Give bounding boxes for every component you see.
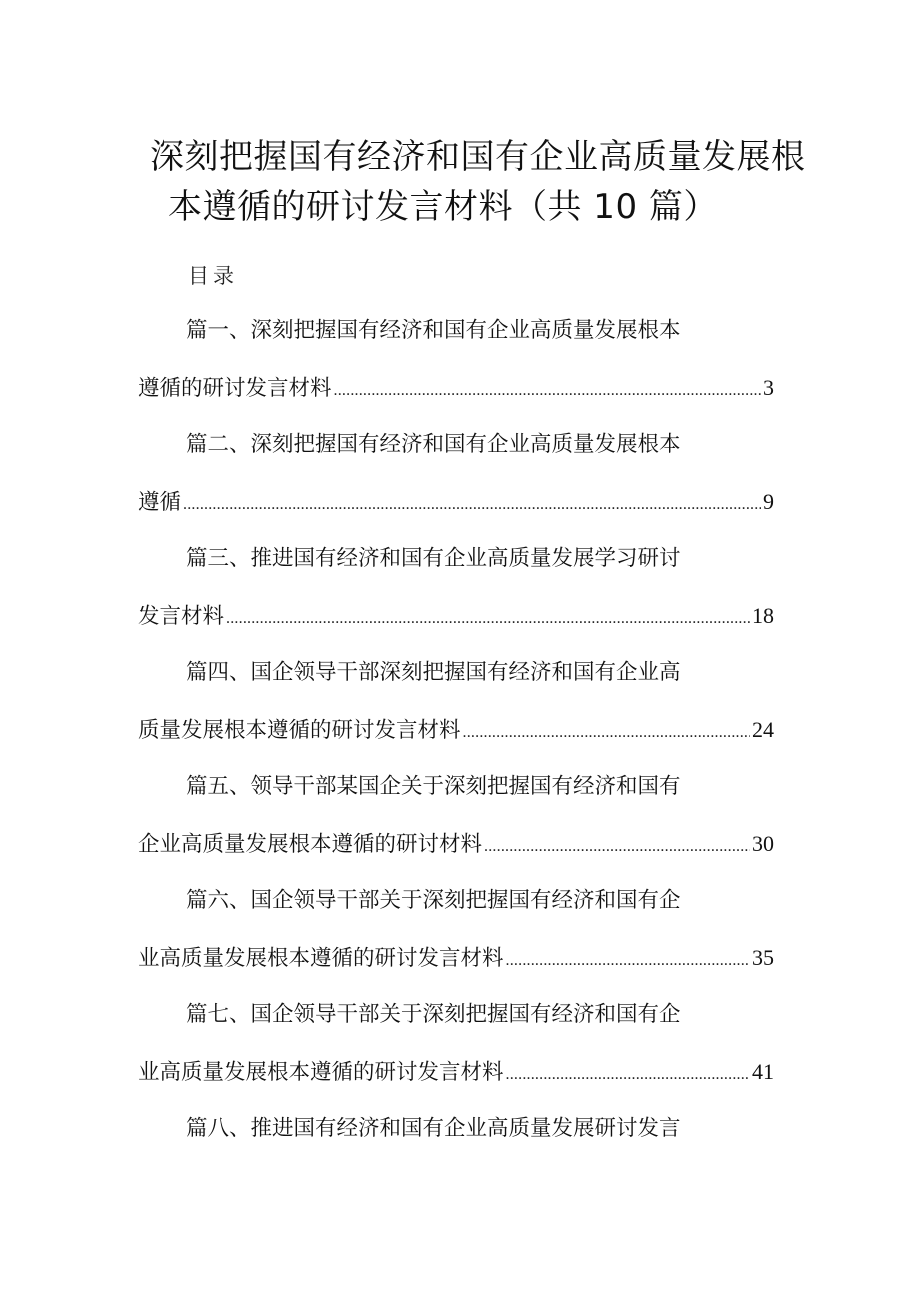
document-title-line-1: 深刻把握国有经济和国有企业高质量发展根 — [150, 137, 806, 177]
toc-entry-4 — [138, 648, 778, 762]
toc-entry-title: 篇二、深刻把握国有经济和国有企业高质量发展根本 — [186, 432, 681, 457]
table-of-contents — [138, 306, 778, 1154]
dot-leader — [226, 594, 750, 644]
toc-entry-title: 篇八、推进国有经济和国有企业高质量发展研讨发言 — [186, 1116, 681, 1141]
toc-page-number: 30 — [752, 831, 774, 856]
toc-entry-5 — [138, 762, 778, 876]
toc-entry-title: 篇五、领导干部某国企关于深刻把握国有经济和国有 — [186, 774, 681, 799]
toc-entry-3 — [138, 534, 778, 648]
toc-entry-continuation — [138, 591, 774, 648]
dot-leader — [463, 708, 750, 758]
toc-entry-continuation — [138, 363, 774, 420]
document-title — [150, 132, 806, 232]
toc-page-number: 24 — [752, 717, 774, 742]
document-title-line-2: 本遵循的研讨发言材料（共 10 篇） — [168, 187, 718, 227]
dot-leader — [484, 822, 750, 872]
toc-entry-title-continued: 企业高质量发展根本遵循的研讨材料 — [138, 832, 483, 857]
toc-entry-6 — [138, 876, 778, 990]
toc-entry-title-continued: 质量发展根本遵循的研讨发言材料 — [138, 718, 461, 743]
toc-entry-title: 篇一、深刻把握国有经济和国有企业高质量发展根本 — [186, 318, 681, 343]
toc-entry-title-continued: 业高质量发展根本遵循的研讨发言材料 — [138, 946, 504, 971]
toc-entry-title-continued: 遵循 — [138, 490, 182, 515]
toc-entry-continuation — [138, 477, 774, 534]
toc-entry-2 — [138, 420, 778, 534]
dot-leader — [183, 480, 761, 530]
toc-entry-continuation — [138, 819, 774, 876]
toc-entry-title: 篇七、国企领导干部关于深刻把握国有经济和国有企 — [186, 1002, 681, 1027]
toc-entry-1 — [138, 306, 778, 420]
toc-page-number: 35 — [752, 945, 774, 970]
toc-page-number: 3 — [763, 375, 774, 400]
toc-page-number: 9 — [763, 489, 774, 514]
toc-entry-8 — [138, 1104, 778, 1154]
toc-page-number: 41 — [752, 1059, 774, 1084]
toc-entry-title: 篇四、国企领导干部深刻把握国有经济和国有企业高 — [186, 660, 681, 685]
toc-entry-7 — [138, 990, 778, 1104]
toc-entry-continuation — [138, 933, 774, 990]
toc-entry-continuation — [138, 705, 774, 762]
dot-leader — [334, 366, 761, 416]
dot-leader — [506, 936, 750, 986]
toc-entry-title: 篇六、国企领导干部关于深刻把握国有经济和国有企 — [186, 888, 681, 913]
dot-leader — [506, 1050, 750, 1100]
toc-entry-continuation — [138, 1047, 774, 1104]
toc-entry-title: 篇三、推进国有经济和国有企业高质量发展学习研讨 — [186, 546, 681, 571]
toc-entry-title-continued: 遵循的研讨发言材料 — [138, 376, 332, 401]
toc-entry-title-continued: 业高质量发展根本遵循的研讨发言材料 — [138, 1060, 504, 1085]
toc-page-number: 18 — [752, 603, 774, 628]
toc-entry-title-continued: 发言材料 — [138, 604, 225, 629]
toc-heading: 目录 — [188, 264, 238, 288]
